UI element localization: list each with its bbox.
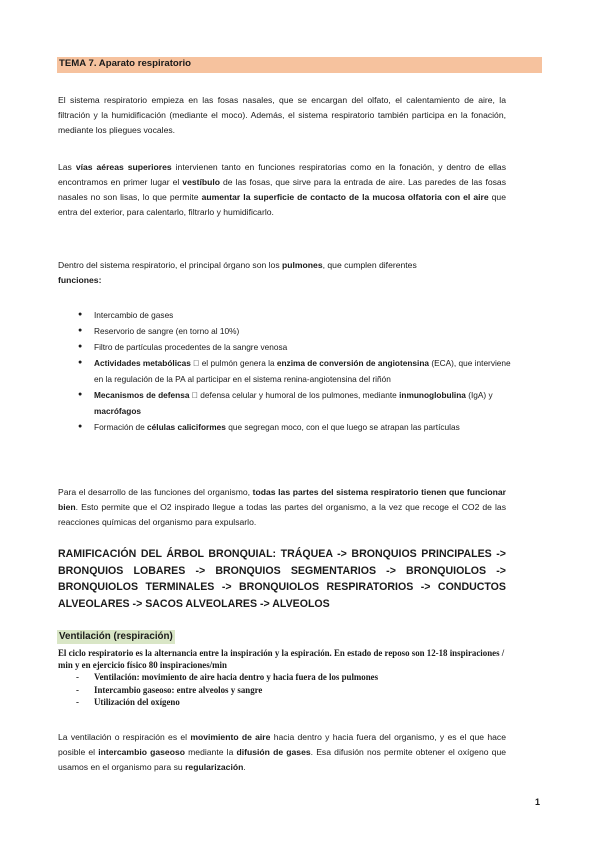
paragraph-desarrollo: Para el desarrollo de las funciones del organismo, todas las partes del sistema respiratorio tienen que funcionar bien. Esto permite que el O2 inspirado llegue a todas las partes del organismo, a la vez que recoge el CO2 de las reacciones químicas del organismo para expulsarlo. bbox=[58, 487, 506, 527]
list-item: - Intercambio gaseoso: entre alveolos y sangre bbox=[76, 684, 378, 697]
ventilation-list bbox=[76, 671, 378, 709]
paragraph-vias-aereas: Las vías aéreas superiores intervienen tanto en funciones respiratorias como en la fonación, y dentro de ellas encontramos en primer lugar el vestíbulo de las fosas, que sirve para la entrada de aire. Las paredes de las fosas nasales no son lisas, lo que permite aumentar la superficie de contacto de la mucosa olfatoria con el aire que entra del exterior, para calentarlo, filtrarlo y humidificarlo. bbox=[58, 162, 507, 217]
paragraph-intro: El sistema respiratorio empieza en las fosas nasales, que se encargan del olfato, el calentamiento de aire, la filtración y la humidificación (mediante el moco). Además, el sistema respiratorio también participa en la fonación, mediante los pliegues vocales. bbox=[58, 95, 506, 135]
page-number: 1 bbox=[535, 797, 541, 807]
title-bar bbox=[57, 57, 542, 73]
bronchial-tree-heading: RAMIFICACIÓN DEL ÁRBOL BRONQUIAL: TRÁQUEA -> BRONQUIOS PRINCIPALES -> BRONQUIOS LOBARES -> BRONQUIOS SEGMENTARIOS -> BRONQUIOLOS -> BRONQUIOLOS TERMINALES -> BRONQUIOLOS RESPIRATORIOS -> CONDUCTOS ALVEOLARES -> SACOS ALVEOLARES -> ALVEOLOS bbox=[58, 548, 506, 610]
ventilation-intro: El ciclo respiratorio es la alternancia entre la inspiración y la espiración. En estado de reposo son 12-18 inspiraciones / min y en ejercicio físico 80 inspiraciones/min bbox=[58, 648, 505, 670]
list-item: - Ventilación: movimiento de aire hacia dentro y hacia fuera de los pulmones bbox=[76, 671, 378, 684]
page-title: TEMA 7. Aparato respiratorio bbox=[59, 58, 192, 69]
list-item: ● Reservorio de sangre (en torno al 10%) bbox=[78, 323, 518, 339]
list-item: ● Filtro de partículas procedentes de la sangre venosa bbox=[78, 339, 518, 355]
paragraph-ventilacion: La ventilación o respiración es el movimiento de aire hacia dentro y hacia fuera del organismo, y es el que hace posible el intercambio gaseoso mediante la difusión de gases. Esa difusión nos permite obtener el oxígeno que usamos en el organismo para su regularización. bbox=[58, 732, 507, 772]
list-item: ● Intercambio de gases bbox=[78, 307, 518, 323]
ventilation-heading: Ventilación (respiración) bbox=[59, 631, 173, 642]
list-item: ● Mecanismos de defensa defensa celular y humoral de los pulmones, mediante inmunoglobulina (IgA) y macrófagos bbox=[78, 387, 518, 419]
functions-list bbox=[78, 307, 518, 435]
list-item: ● Actividades metabólicas el pulmón genera la enzima de conversión de angiotensina (ECA), que interviene en la regulación de la PA al participar en el sistema renina-angiotensina del riñón bbox=[78, 355, 518, 387]
paragraph-pulmones: Dentro del sistema respiratorio, el principal órgano son los pulmones, que cumplen diferentes funciones: bbox=[58, 260, 417, 285]
list-item: ● Formación de células caliciformes que segregan moco, con el que luego se atrapan las partículas bbox=[78, 419, 518, 435]
list-item: - Utilización del oxígeno bbox=[76, 696, 378, 709]
